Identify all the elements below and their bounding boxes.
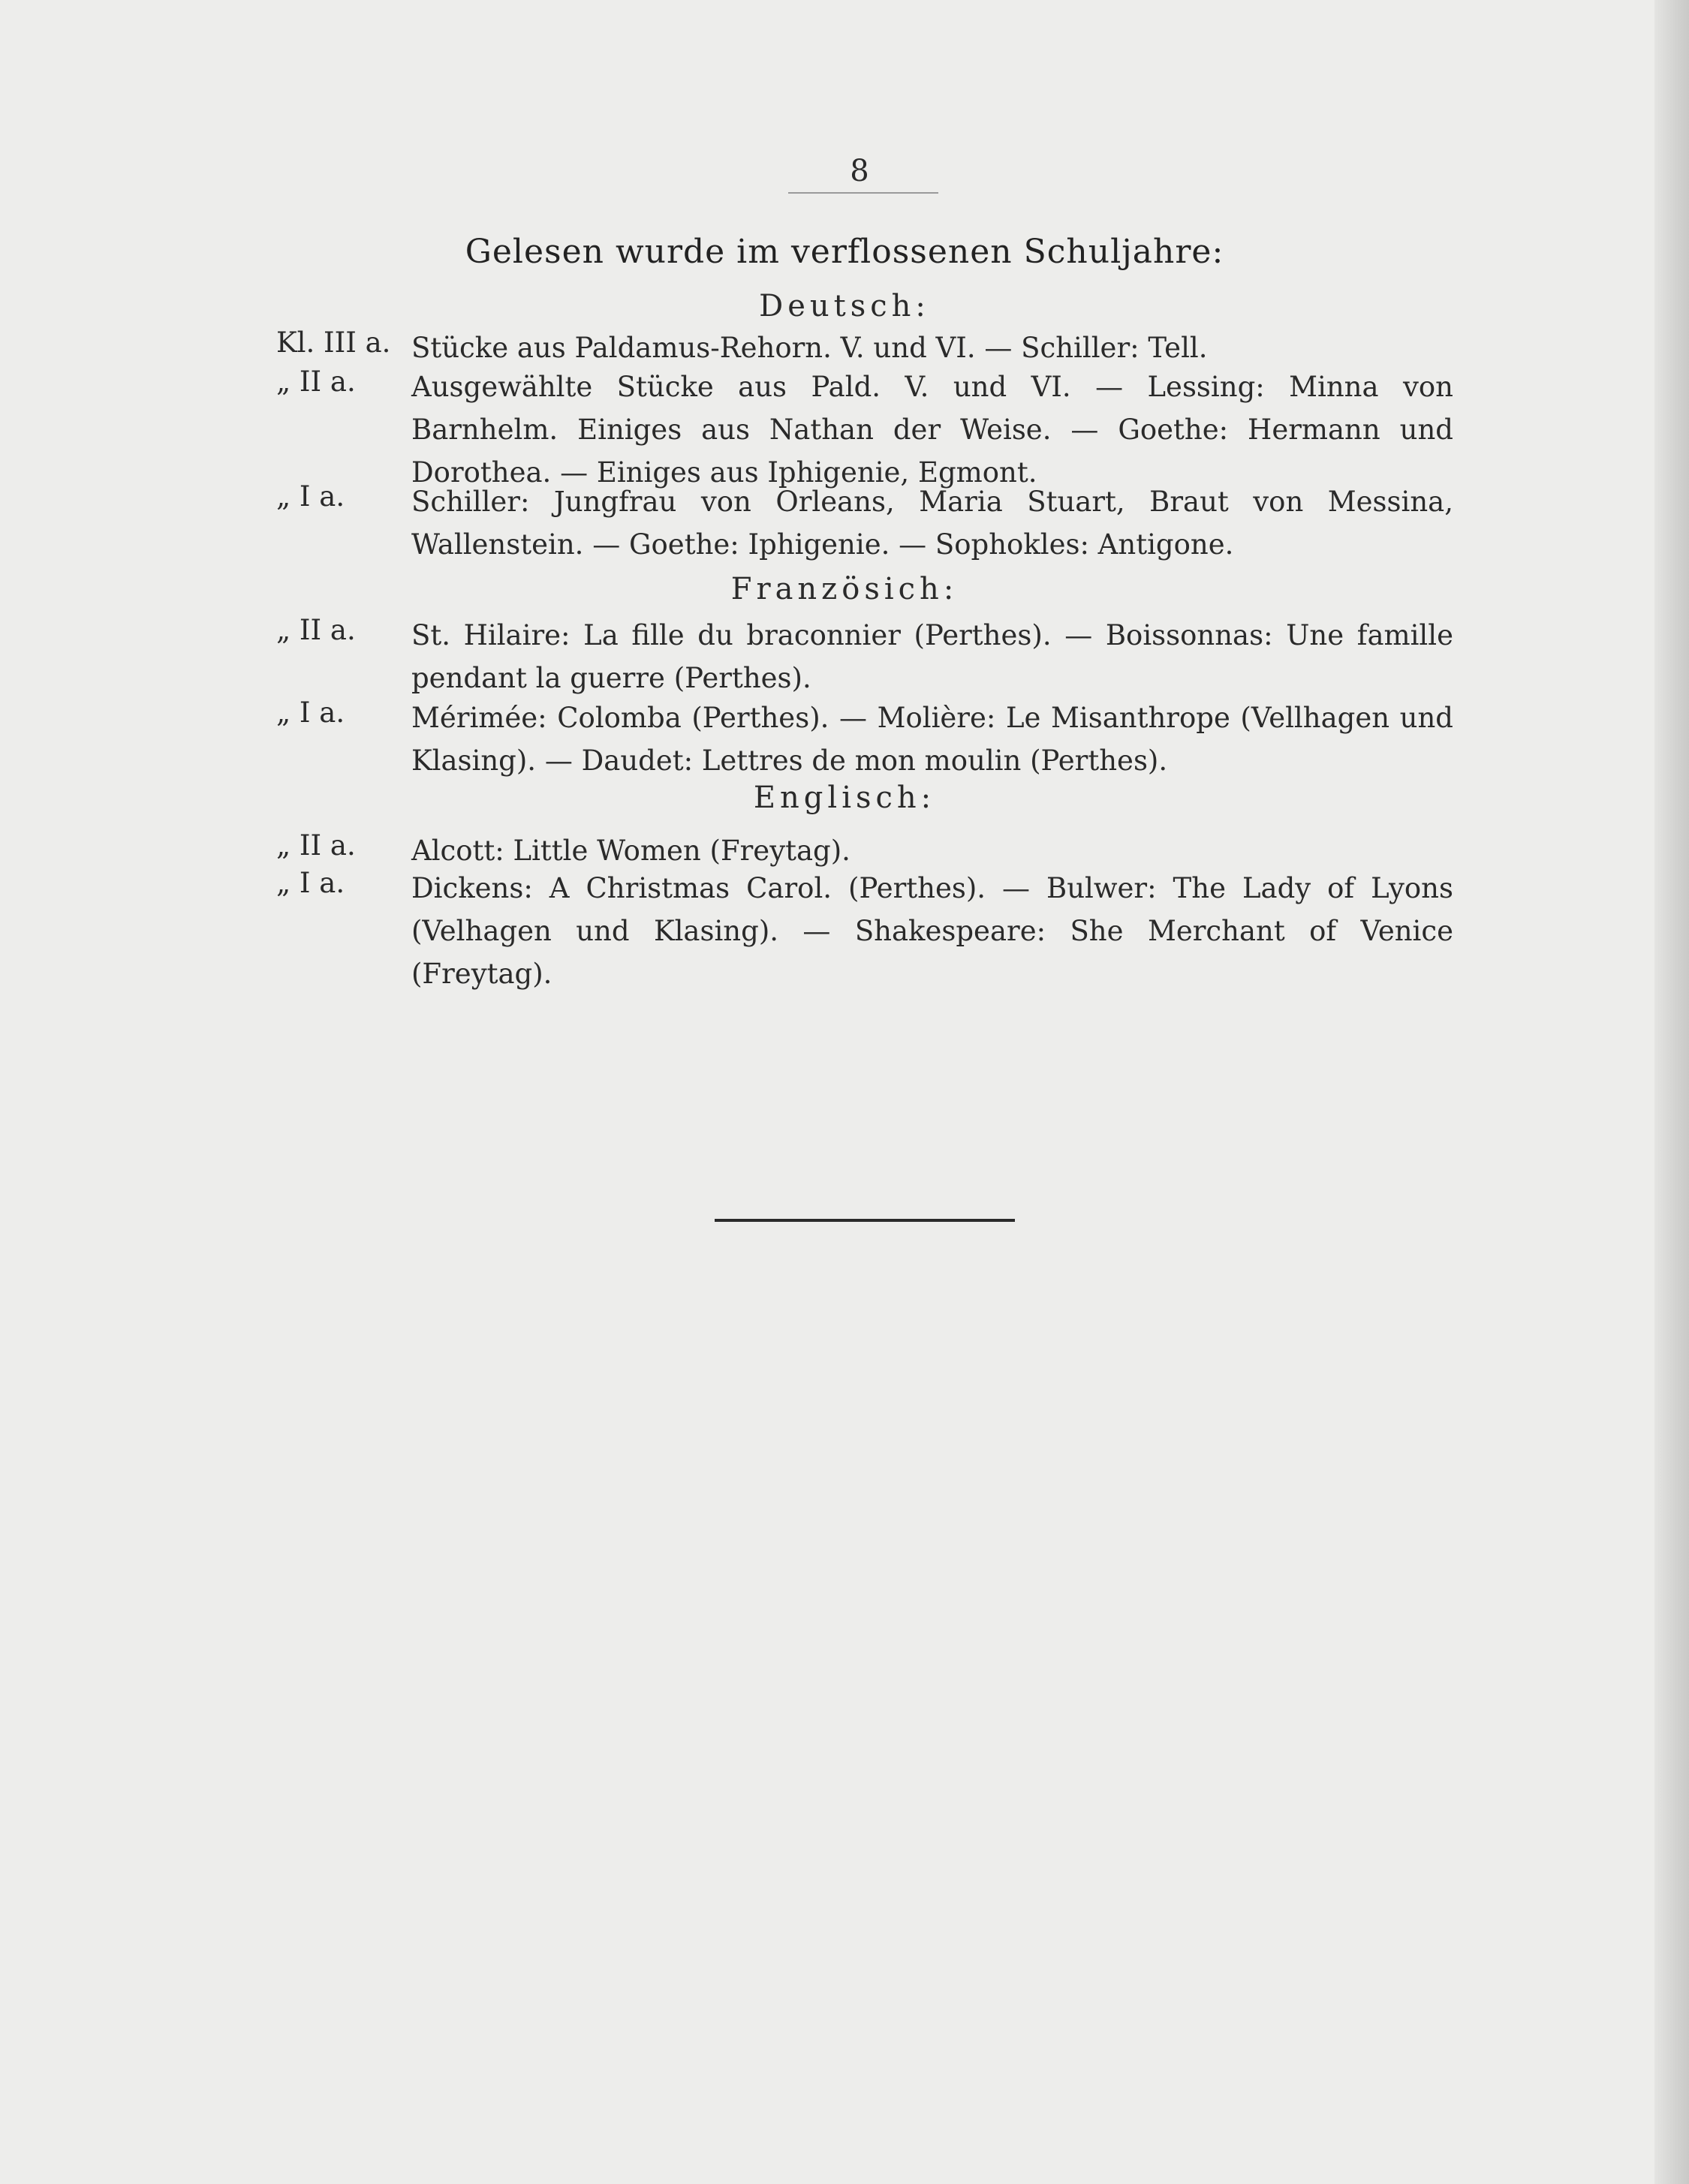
section-title-franzoesich: Französich: — [730, 572, 959, 606]
entry-reading-list: St. Hilaire: La fille du braconnier (Perthes). — Boissonnas: Une famille pendant la guerre (Perthes). — [411, 619, 1453, 694]
entry-class-label: „ I a. — [276, 696, 345, 729]
entry-reading-list: Schiller: Jungfrau von Orleans, Maria Stuart, Braut von Messina, Wallenstein. — Goethe: Iphigenie. — Sophokles: Antigone. — [411, 486, 1453, 561]
page-number: 8 — [850, 154, 869, 188]
entry-reading-list: Dickens: A Christmas Carol. (Perthes). — Bulwer: The Lady of Lyons (Velhagen und Klasing). — Shakespeare: She Merchant of Venice (Freytag). — [411, 872, 1453, 990]
entry-reading-list: Alcott: Little Women (Freytag). — [411, 835, 851, 867]
closing-rule — [715, 1219, 1015, 1222]
entry-class-label: „ I a. — [276, 480, 345, 513]
page-heading: Gelesen wurde im verflossenen Schuljahre: — [465, 233, 1224, 271]
entry-class-label: „ II a. — [276, 829, 356, 862]
entry-class-label: „ II a. — [276, 614, 356, 646]
entry-class-label: „ II a. — [276, 366, 356, 398]
entry-class-label: „ I a. — [276, 867, 345, 899]
page-edge-shadow — [1654, 0, 1689, 2184]
entry-reading-list: Ausgewählte Stücke aus Pald. V. und VI. — Lessing: Minna von Barnhelm. Einiges aus Nathan der Weise. — Goethe: Hermann und Dorothea. — Einiges aus Iphigenie, Egmont. — [411, 371, 1453, 489]
entry-class-label: Kl. III a. — [276, 326, 391, 359]
entry-reading-list: Mérimée: Colomba (Perthes). — Molière: Le Misanthrope (Vellhagen und Klasing). — Daudet: Lettres de mon moulin (Perthes). — [411, 702, 1453, 777]
page-number-rule — [788, 192, 938, 194]
entry-reading-list: Stücke aus Paldamus-Rehorn. V. und VI. — Schiller: Tell. — [411, 332, 1208, 364]
section-title-englisch: Englisch: — [753, 781, 936, 815]
section-title-deutsch: Deutsch: — [759, 289, 930, 323]
